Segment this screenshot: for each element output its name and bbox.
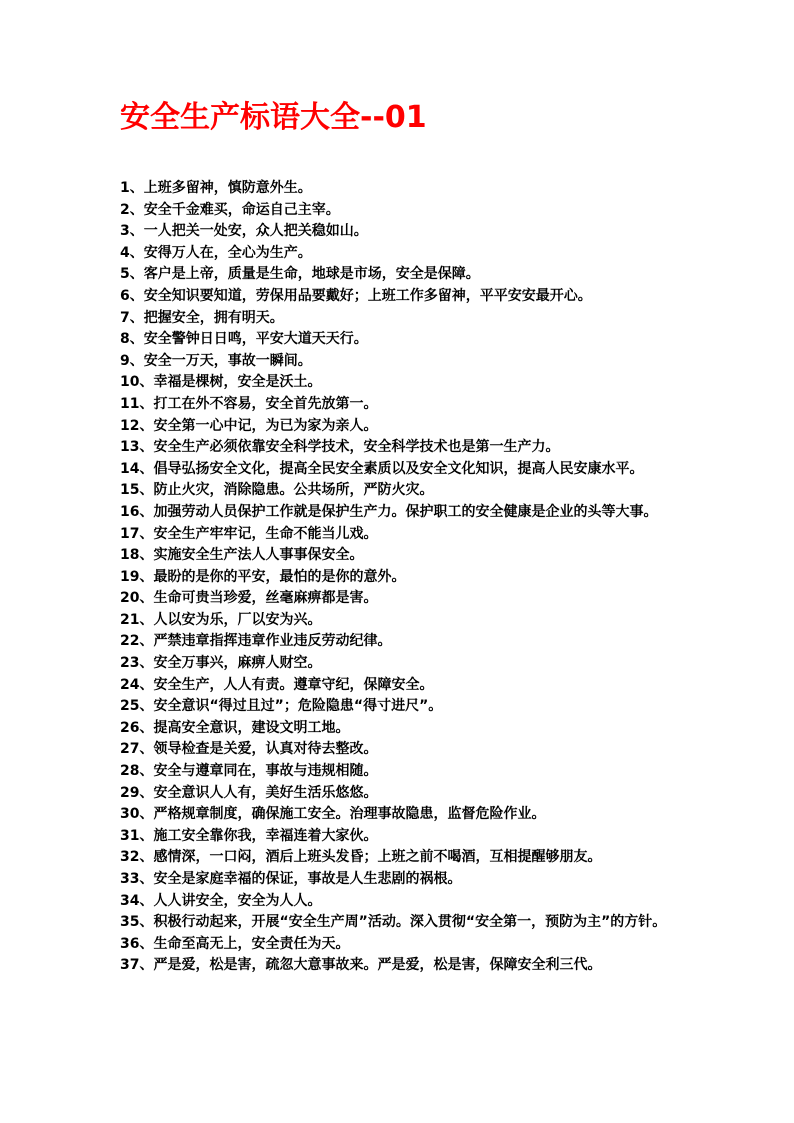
slogan-item: 4、安得万人在，全心为生产。 [120, 244, 312, 261]
slogan-item: 16、加强劳动人员保护工作就是保护生产力。保护职工的安全健康是企业的头等大事。 [120, 503, 658, 520]
slogan-item: 9、安全一万天，事故一瞬间。 [120, 352, 312, 369]
slogan-item: 30、严格规章制度，确保施工安全。治理事故隐患，监督危险作业。 [120, 806, 546, 823]
slogan-item: 7、把握安全，拥有明天。 [120, 309, 284, 326]
slogan-item: 25、安全意识“得过且过”；危险隐患“得寸进尺”。 [120, 698, 443, 715]
page-title: 安全生产标语大全--01 [120, 100, 427, 135]
slogan-item: 28、安全与遵章同在，事故与违规相随。 [120, 763, 378, 780]
slogan-item: 27、领导检查是关爱，认真对待去整改。 [120, 741, 378, 758]
slogan-item: 20、生命可贵当珍爱，丝毫麻痹都是害。 [120, 590, 378, 607]
slogan-item: 26、提高安全意识，建设文明工地。 [120, 719, 350, 736]
slogan-item: 11、打工在外不容易，安全首先放第一。 [120, 395, 378, 412]
slogan-item: 3、一人把关一处安，众人把关稳如山。 [120, 223, 368, 240]
slogan-item: 36、生命至高无上，安全责任为天。 [120, 935, 350, 952]
slogan-item: 10、幸福是棵树，安全是沃土。 [120, 374, 322, 391]
slogan-item: 6、安全知识要知道，劳保用品要戴好；上班工作多留神，平平安安最开心。 [120, 287, 592, 304]
slogan-item: 21、人以安为乐，厂以安为兴。 [120, 611, 322, 628]
slogan-item: 8、安全警钟日日鸣，平安大道天天行。 [120, 331, 368, 348]
slogan-item: 23、安全万事兴，麻痹人财空。 [120, 655, 322, 672]
slogan-item: 18、实施安全生产法人人事事保安全。 [120, 547, 364, 564]
slogan-item: 15、防止火灾，消除隐患。公共场所，严防火灾。 [120, 482, 434, 499]
slogan-item: 12、安全第一心中记，为已为家为亲人。 [120, 417, 378, 434]
slogan-item: 35、积极行动起来，开展“安全生产周”活动。深入贯彻“安全第一，预防为主”的方针。 [120, 914, 667, 931]
slogan-item: 24、安全生产，人人有责。遵章守纪，保障安全。 [120, 676, 434, 693]
slogan-item: 37、严是爱，松是害，疏忽大意事故来。严是爱，松是害，保障安全利三代。 [120, 957, 602, 974]
slogan-item: 29、安全意识人人有，美好生活乐悠悠。 [120, 784, 378, 801]
slogan-item: 14、倡导弘扬安全文化，提高全民安全素质以及安全文化知识，提高人民安康水平。 [120, 460, 644, 477]
slogan-item: 2、安全千金难买，命运自己主宰。 [120, 201, 340, 218]
slogan-item: 31、施工安全靠你我，幸福连着大家伙。 [120, 827, 378, 844]
slogan-item: 1、上班多留神，慎防意外生。 [120, 180, 312, 196]
slogan-item: 34、人人讲安全，安全为人人。 [120, 892, 322, 909]
slogan-item: 13、安全生产必须依靠安全科学技术，安全科学技术也是第一生产力。 [120, 439, 560, 456]
slogan-list [120, 178, 680, 977]
slogan-item: 19、最盼的是你的平安，最怕的是你的意外。 [120, 568, 406, 585]
slogan-item: 33、安全是家庭幸福的保证，事故是人生悲剧的祸根。 [120, 871, 462, 887]
slogan-item: 22、严禁违章指挥违章作业违反劳动纪律。 [120, 633, 392, 650]
slogan-item: 32、感情深，一口闷，酒后上班头发昏；上班之前不喝酒，互相提醒够朋友。 [120, 849, 602, 866]
slogan-item: 17、安全生产牢牢记，生命不能当儿戏。 [120, 525, 378, 542]
slogan-item: 5、客户是上帝，质量是生命，地球是市场，安全是保障。 [120, 266, 480, 283]
